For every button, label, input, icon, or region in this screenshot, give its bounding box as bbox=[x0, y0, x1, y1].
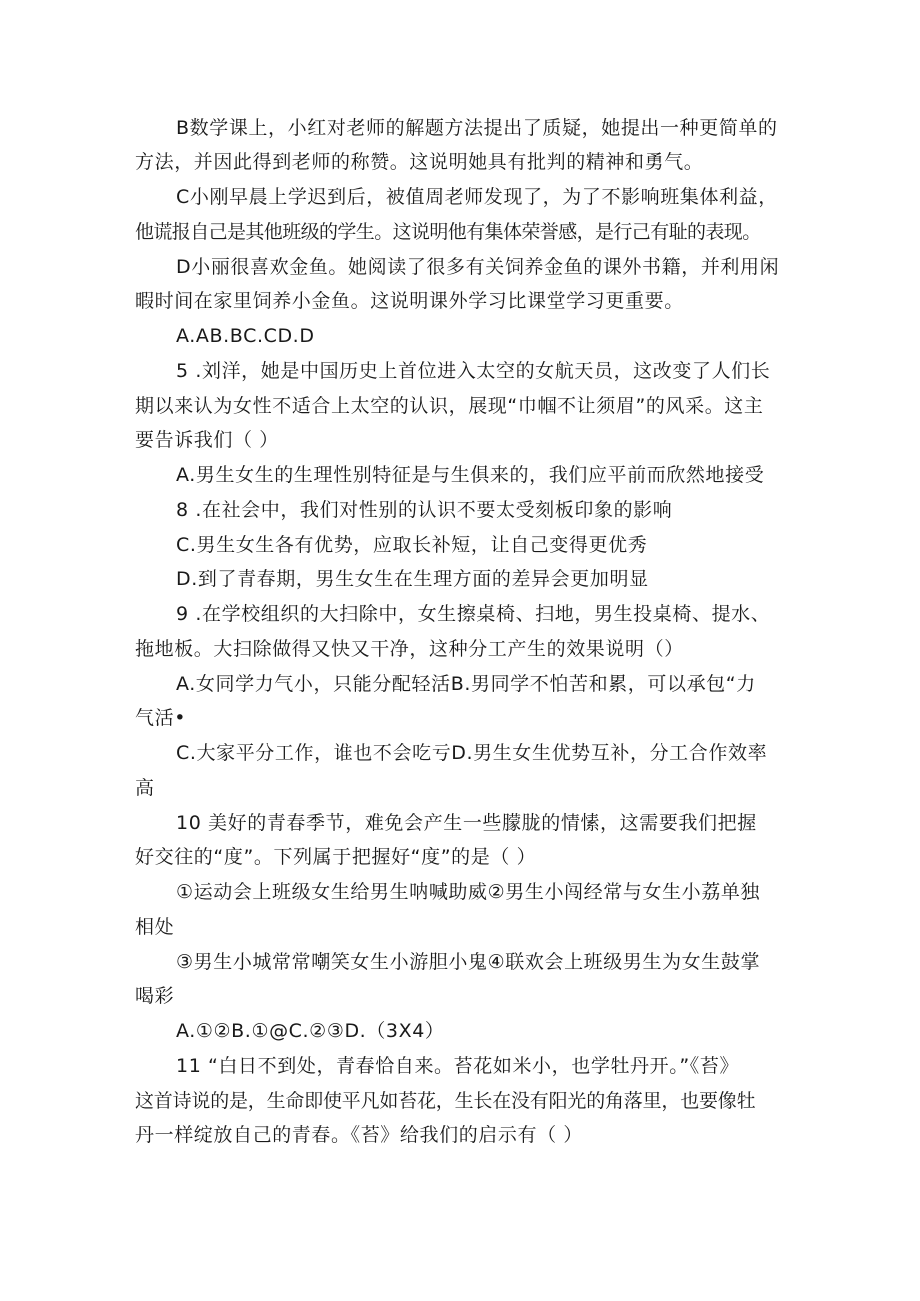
question-9-line-1: 9 .在学校组织的大扫除中，女生擦桌椅、扫地，男生投桌椅、提水、 bbox=[176, 603, 771, 625]
q10-statements-12-cont: 相处 bbox=[135, 916, 175, 938]
q9-options-cd: C.大家平分工作，谁也不会吃亏D.男生女生优势互补，分工合作效率 bbox=[176, 742, 768, 764]
question-11-line-1: 11 “白日不到处，青春恰自来。苔花如米小，也学牡丹开。”《苔》 bbox=[176, 1055, 740, 1077]
question-9-line-2: 拖地板。大扫除做得又快又干净，这种分工产生的效果说明（） bbox=[135, 638, 684, 660]
question-10-line-2: 好交往的“度”。下列属于把握好“度”的是（ ） bbox=[135, 846, 537, 868]
q9-options-ab: A.女同学力气小，只能分配轻活B.男同学不怕苦和累，可以承包“力 bbox=[176, 673, 756, 695]
option-c-line-2: 他谎报自己是其他班级的学生。这说明他有集体荣誉感，是行己有耻的表现。 bbox=[135, 221, 761, 243]
option-b-line-1: B数学课上，小红对老师的解题方法提出了质疑，她提出一种更简单的 bbox=[176, 117, 778, 139]
q5-option-a: A.男生女生的生理性别特征是与生俱来的，我们应平前而欣然地接受 bbox=[176, 464, 765, 486]
q5-option-d: D.到了青春期，男生女生在生理方面的差异会更加明显 bbox=[176, 568, 649, 590]
q10-statements-34-cont: 喝彩 bbox=[135, 985, 175, 1007]
question-11-line-2: 这首诗说的是，生命即使平凡如苔花，生长在没有阳光的角落里，也要像牡 bbox=[135, 1090, 756, 1112]
option-c-line-1: C小刚早晨上学迟到后，被值周老师发现了，为了不影响班集体利益， bbox=[176, 186, 778, 208]
q9-options-cd-cont: 高 bbox=[135, 777, 155, 799]
question-5-line-2: 期以来认为女性不适合上太空的认识，展现“巾帼不让须眉”的风采。这主 bbox=[135, 395, 764, 417]
q5-option-c: C.男生女生各有优势，应取长补短，让自己变得更优秀 bbox=[176, 534, 648, 556]
answer-choices-q4: A.AB.BC.CD.D bbox=[176, 325, 315, 347]
option-b-line-2: 方法，并因此得到老师的称赞。这说明她具有批判的精神和勇气。 bbox=[135, 151, 704, 173]
question-10-line-1: 10 美好的青春季节，难免会产生一些朦胧的情愫，这需要我们把握 bbox=[176, 812, 757, 834]
question-5-line-3: 要告诉我们（ ） bbox=[135, 429, 279, 451]
q10-statements-34: ③男生小城常常嘲笑女生小游胆小鬼④联欢会上班级男生为女生鼓掌 bbox=[176, 951, 761, 973]
question-11-line-3: 丹一样绽放自己的青春。《苔》给我们的启示有（ ） bbox=[135, 1124, 583, 1146]
q10-statements-12: ①运动会上班级女生给男生呐喊助威②男生小闯经常与女生小荔单独 bbox=[176, 881, 761, 903]
option-d-line-1: D小丽很喜欢金鱼。她阅读了很多有关饲养金鱼的课外书籍，并利用闲 bbox=[176, 256, 780, 278]
option-d-line-2: 暇时间在家里饲养小金鱼。这说明课外学习比课堂学习更重要。 bbox=[135, 290, 684, 312]
q5-option-b: 8 .在社会中，我们对性别的认识不要太受刻板印象的影响 bbox=[176, 499, 673, 521]
q9-options-ab-cont: 气活• bbox=[135, 707, 187, 729]
question-5-line-1: 5 .刘洋，她是中国历史上首位进入太空的女航天员，这改变了人们长 bbox=[176, 360, 771, 382]
q10-answer-choices: A.①②B.①@C.②③D.（3X4） bbox=[176, 1020, 445, 1042]
